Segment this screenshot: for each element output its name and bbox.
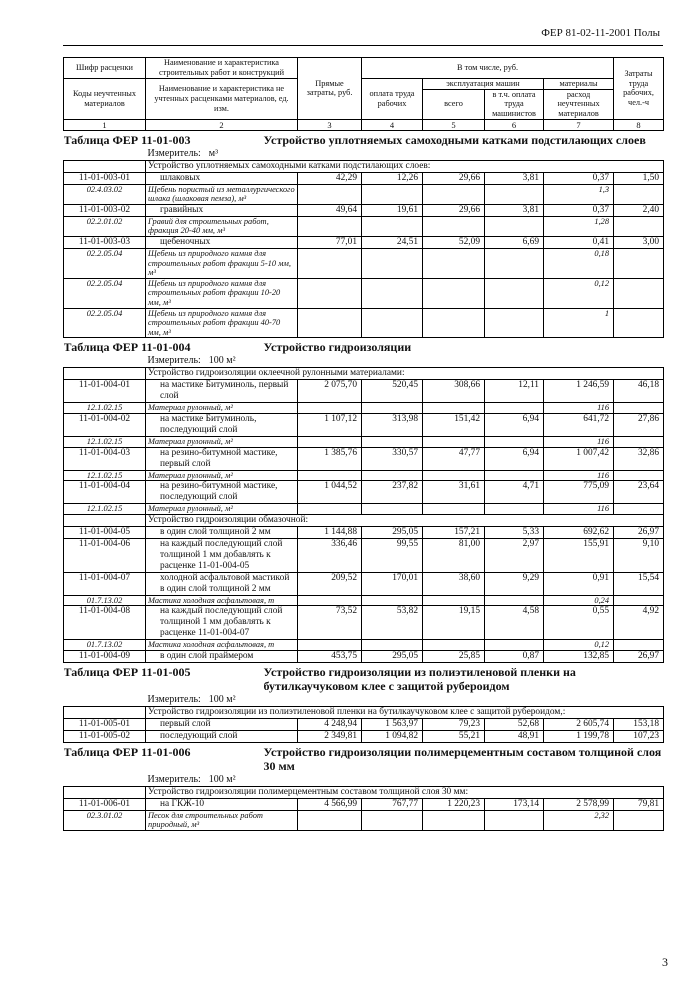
table-row: 11-01-003-01 шлаковых 42,29 12,26 29,66 3,81 0,37 1,50 bbox=[64, 172, 664, 184]
table-id: Таблица ФЕР 11-01-005 bbox=[63, 664, 191, 679]
table-title: Устройство гидроизоляции полимерцементным составом толщиной слоя 30 мм bbox=[263, 744, 662, 773]
material-row: 01.7.13.02 Мастика холодная асфальтовая, т 0,24 bbox=[64, 595, 664, 606]
col6-header: в т.ч. оплата труда машинистов bbox=[485, 89, 544, 119]
table-row: 11-01-004-04 на резино-битумной мастике, последующий слой 1 044,52 237,82 31,61 4,71 775,09 23,64 bbox=[64, 481, 664, 504]
material-row: 02.2.05.04 Щебень из природного камня для строительных работ фракции 10-20 мм, м³ 0,12 bbox=[64, 278, 664, 308]
table-row: 11-01-004-09 в один слой праймером 453,75 295,05 25,85 0,87 132,85 26,97 bbox=[64, 650, 664, 662]
material-row: 12.1.02.15 Материал рулонный, м² 116 bbox=[64, 403, 664, 414]
page-header: ФЕР 81-02-11-2001 Полы bbox=[541, 27, 660, 39]
section-11-01-005 bbox=[64, 662, 664, 706]
material-row: 12.1.02.15 Материал рулонный, м² 116 bbox=[64, 470, 664, 481]
col1-top: Шифр расценки bbox=[64, 58, 146, 79]
table-row: 11-01-004-06 на каждый последующий слой толщиной 1 мм добавлять к расценке 11-01-004-05 336,46 99,55 81,00 2,97 155,91 9,10 bbox=[64, 538, 664, 572]
material-row: 02.4.03.02 Щебень пористый из металлургического шлака (шлаковая пемза), м³ 1,3 bbox=[64, 184, 664, 204]
machines-header: эксплуатация машин bbox=[423, 79, 544, 90]
group-title: Устройство гидроизоляции полимерцементным составом толщиной слоя 30 мм: bbox=[146, 786, 664, 798]
section-11-01-003 bbox=[64, 130, 664, 160]
materials-header: материалы bbox=[544, 79, 614, 90]
group-title: Устройство гидроизоляции из полиэтиленовой пленки на бутилкаучуковом клее с защитой рубероидом,: bbox=[146, 706, 664, 718]
section-11-01-004 bbox=[64, 338, 664, 368]
table-id: Таблица ФЕР 11-01-006 bbox=[63, 744, 191, 759]
table-row: 11-01-003-03 щебеночных 77,01 24,51 52,09 6,69 0,41 3,00 bbox=[64, 236, 664, 248]
material-row: 12.1.02.15 Материал рулонный, м² 116 bbox=[64, 436, 664, 447]
meas-label: Измеритель: bbox=[147, 147, 201, 159]
group-title: Устройство гидроизоляции обмазочной: bbox=[146, 514, 664, 526]
table-row: 11-01-004-08 на каждый последующий слой толщиной 1 мм добавлять к расценке 11-01-004-07 73,52 53,82 19,15 4,58 0,55 4,92 bbox=[64, 606, 664, 640]
group-title: Устройство уплотняемых самоходными катками подстилающих слоев: bbox=[146, 160, 664, 172]
col8-header: Затраты труда рабочих, чел.-ч bbox=[614, 58, 664, 120]
header-rule bbox=[63, 45, 663, 46]
col2-bottom: Наименование и характеристика не учтенных расценками материалов, ед. изм. bbox=[146, 79, 298, 120]
table-row: 11-01-005-02 последующий слой 2 349,81 1 094,82 55,21 48,91 1 199,78 107,23 bbox=[64, 730, 664, 742]
material-row: 02.3.01.02 Песок для строительных работ природный, м³ 2,32 bbox=[64, 810, 664, 830]
section-11-01-006 bbox=[64, 742, 664, 786]
meas-label: Измеритель: bbox=[147, 693, 201, 705]
meas-value: м³ bbox=[208, 147, 219, 159]
meas-value: 100 м² bbox=[208, 355, 236, 367]
meas-value: 100 м² bbox=[208, 773, 236, 785]
table-row: 11-01-006-01 на ГКЖ-10 4 566,99 767,77 1 220,23 173,14 2 578,99 79,81 bbox=[64, 798, 664, 810]
col5-header: всего bbox=[423, 89, 485, 119]
material-row: 01.7.13.02 Мастика холодная асфальтовая, т 0,12 bbox=[64, 640, 664, 651]
table-row: 11-01-004-03 на резино-битумной мастике, первый слой 1 385,76 330,57 47,77 6,94 1 007,42 32,86 bbox=[64, 447, 664, 470]
table-title: Устройство гидроизоляции bbox=[263, 340, 412, 355]
table-row: 11-01-003-02 гравийных 49,64 19,61 29,66 3,81 0,37 2,40 bbox=[64, 204, 664, 216]
meas-value: 100 м² bbox=[208, 693, 236, 705]
page-number: 3 bbox=[662, 955, 668, 969]
meas-label: Измеритель: bbox=[147, 355, 201, 367]
col7-header: расход неучтенных материалов bbox=[544, 89, 614, 119]
meas-label: Измеритель: bbox=[147, 773, 201, 785]
table-row: 11-01-005-01 первый слой 4 248,94 1 563,97 79,23 52,68 2 605,74 153,18 bbox=[64, 718, 664, 730]
rates-table bbox=[63, 57, 664, 831]
column-numbers: 1 2 3 4 5 6 7 8 bbox=[64, 119, 664, 130]
material-row: 02.2.05.04 Щебень из природного камня для строительных работ фракции 5-10 мм, м³ 0,18 bbox=[64, 248, 664, 278]
col2-top: Наименование и характеристика строительных работ и конструкций bbox=[146, 58, 298, 79]
table-row: 11-01-004-07 холодной асфальтовой мастикой в один слой толщиной 2 мм 209,52 170,01 38,60 9,29 0,91 15,54 bbox=[64, 572, 664, 595]
table-row: 11-01-004-05 в один слой толщиной 2 мм 1 144,88 295,05 157,21 5,33 692,62 26,97 bbox=[64, 526, 664, 538]
material-row: 02.2.05.04 Щебень из природного камня для строительных работ фракции 40-70 мм, м³ 1 bbox=[64, 308, 664, 338]
table-id: Таблица ФЕР 11-01-003 bbox=[63, 132, 191, 147]
material-row: 12.1.02.15 Материал рулонный, м² 116 bbox=[64, 504, 664, 515]
table-title: Устройство уплотняемых самоходными катками подстилающих слоев bbox=[263, 132, 646, 147]
table-row: 11-01-004-01 на мастике Битуминоль, первый слой 2 075,70 520,45 308,66 12,11 1 246,59 46,18 bbox=[64, 380, 664, 403]
material-row: 02.2.01.02 Гравий для строительных работ, фракция 20-40 мм, м³ 1,28 bbox=[64, 216, 664, 236]
group-title: Устройство гидроизоляции оклеечной рулонными материалами: bbox=[146, 368, 664, 380]
table-title: Устройство гидроизоляции из полиэтиленовой пленки на бутилкаучуковом клее с защитой рубероидом bbox=[263, 664, 576, 693]
col4-header: оплата труда рабочих bbox=[362, 79, 423, 120]
col3-header: Прямые затраты, руб. bbox=[298, 58, 362, 120]
col1-bottom: Коды неучтенных материалов bbox=[64, 79, 146, 120]
table-row: 11-01-004-02 на мастике Битуминоль, последующий слой 1 107,12 313,98 151,42 6,94 641,72 27,86 bbox=[64, 413, 664, 436]
table-head bbox=[64, 58, 664, 131]
incl-header: В том числе, руб. bbox=[362, 58, 614, 79]
table-id: Таблица ФЕР 11-01-004 bbox=[63, 340, 191, 355]
